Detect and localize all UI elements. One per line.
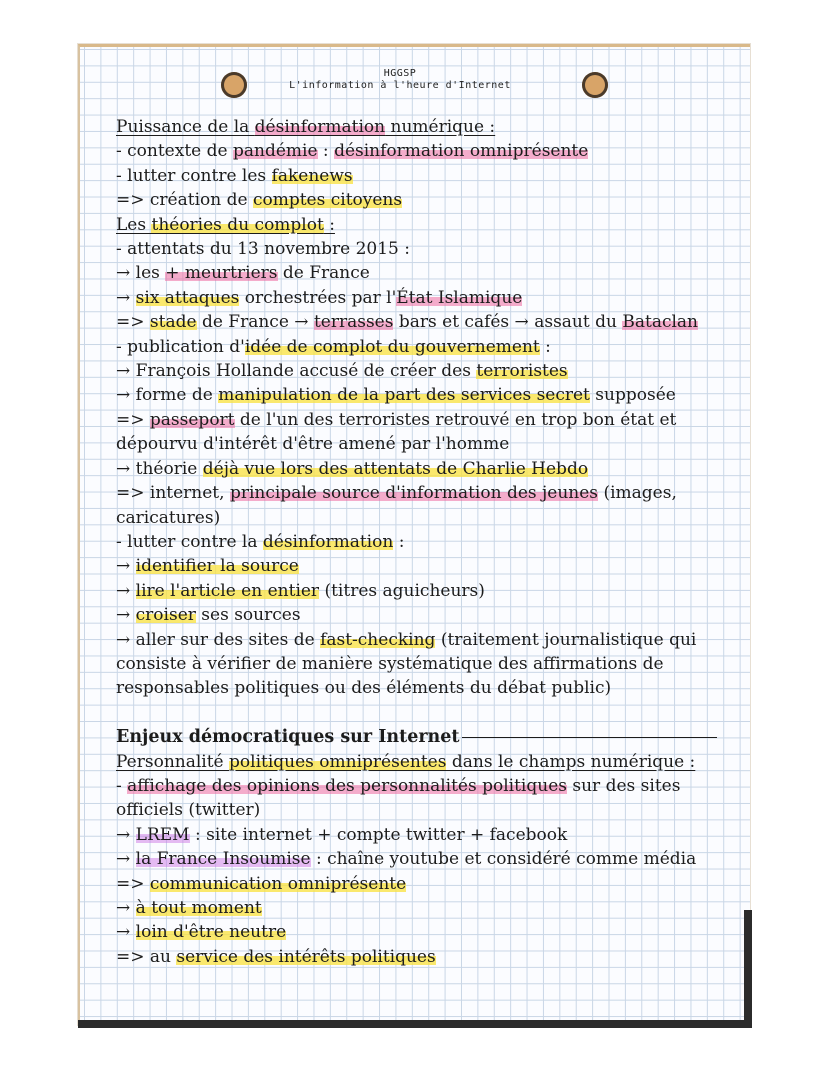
note-line: → six attaques orchestrées par l'État Islamique [116, 287, 523, 308]
note-line: - lutter contre la désinformation : [116, 531, 405, 552]
header-title: L'information à l'heure d'Internet [289, 80, 511, 91]
note-line: → identifier la source [116, 556, 299, 577]
note-line: - affichage des opinions des personnalités politiques sur des sites [116, 775, 681, 796]
note-line: → la France Insoumise : chaîne youtube et considéré comme média [116, 849, 697, 870]
note-line: => communication omniprésente [116, 873, 407, 894]
note-line: → à tout moment [116, 897, 262, 918]
note-line: caricatures) [116, 507, 221, 528]
note-line: dépourvu d'intérêt d'être amené par l'homme [116, 434, 510, 455]
punch-hole-right [582, 72, 608, 98]
note-line: officiels (twitter) [116, 800, 261, 821]
note-line: => internet, principale source d'information des jeunes (images, [116, 483, 677, 504]
section-heading: Les théories du complot : [116, 214, 335, 235]
punch-hole-left [221, 72, 247, 98]
note-line: → les + meurtriers de France [116, 263, 370, 284]
note-line: => stade de France → terrasses bars et cafés → assaut du Bataclan [116, 312, 698, 333]
blank-line [116, 701, 716, 725]
scan-border-bottom [78, 1020, 750, 1028]
note-line: → LREM : site internet + compte twitter + facebook [116, 824, 568, 845]
note-line: consiste à vérifier de manière systématique des affirmations de [116, 653, 664, 674]
section-title: Enjeux démocratiques sur Internet [116, 725, 716, 749]
note-line: responsables politiques ou des éléments du débat public) [116, 678, 612, 699]
note-line: → croiser ses sources [116, 605, 301, 626]
scan-border-right [744, 910, 752, 1028]
note-line: → loin d'être neutre [116, 922, 287, 943]
note-line: → lire l'article en entier (titres aguicheurs) [116, 580, 485, 601]
notes-body [116, 115, 716, 969]
note-line: => création de comptes citoyens [116, 190, 403, 211]
page-header [270, 68, 530, 92]
note-line: → François Hollande accusé de créer des terroristes [116, 361, 568, 382]
section-heading: Puissance de la désinformation numérique : [116, 117, 496, 137]
note-line: => au service des intérêts politiques [116, 946, 436, 967]
header-subject: HGGSP [383, 68, 417, 79]
note-line: - lutter contre les fakenews [116, 165, 353, 186]
note-line: → aller sur des sites de fast-checking (traitement journalistique qui [116, 629, 697, 650]
note-line: - attentats du 13 novembre 2015 : [116, 239, 410, 260]
note-line: → théorie déjà vue lors des attentats de Charlie Hebdo [116, 458, 589, 479]
note-line: → forme de manipulation de la part des services secret supposée [116, 385, 676, 406]
note-line: => passeport de l'un des terroristes retrouvé en trop bon état et [116, 409, 677, 430]
note-line: - contexte de pandémie : désinformation omniprésente [116, 141, 589, 162]
section-heading: Personnalité politiques omniprésentes dans le champs numérique : [116, 751, 696, 772]
note-line: - publication d'idée de complot du gouvernement : [116, 336, 551, 357]
